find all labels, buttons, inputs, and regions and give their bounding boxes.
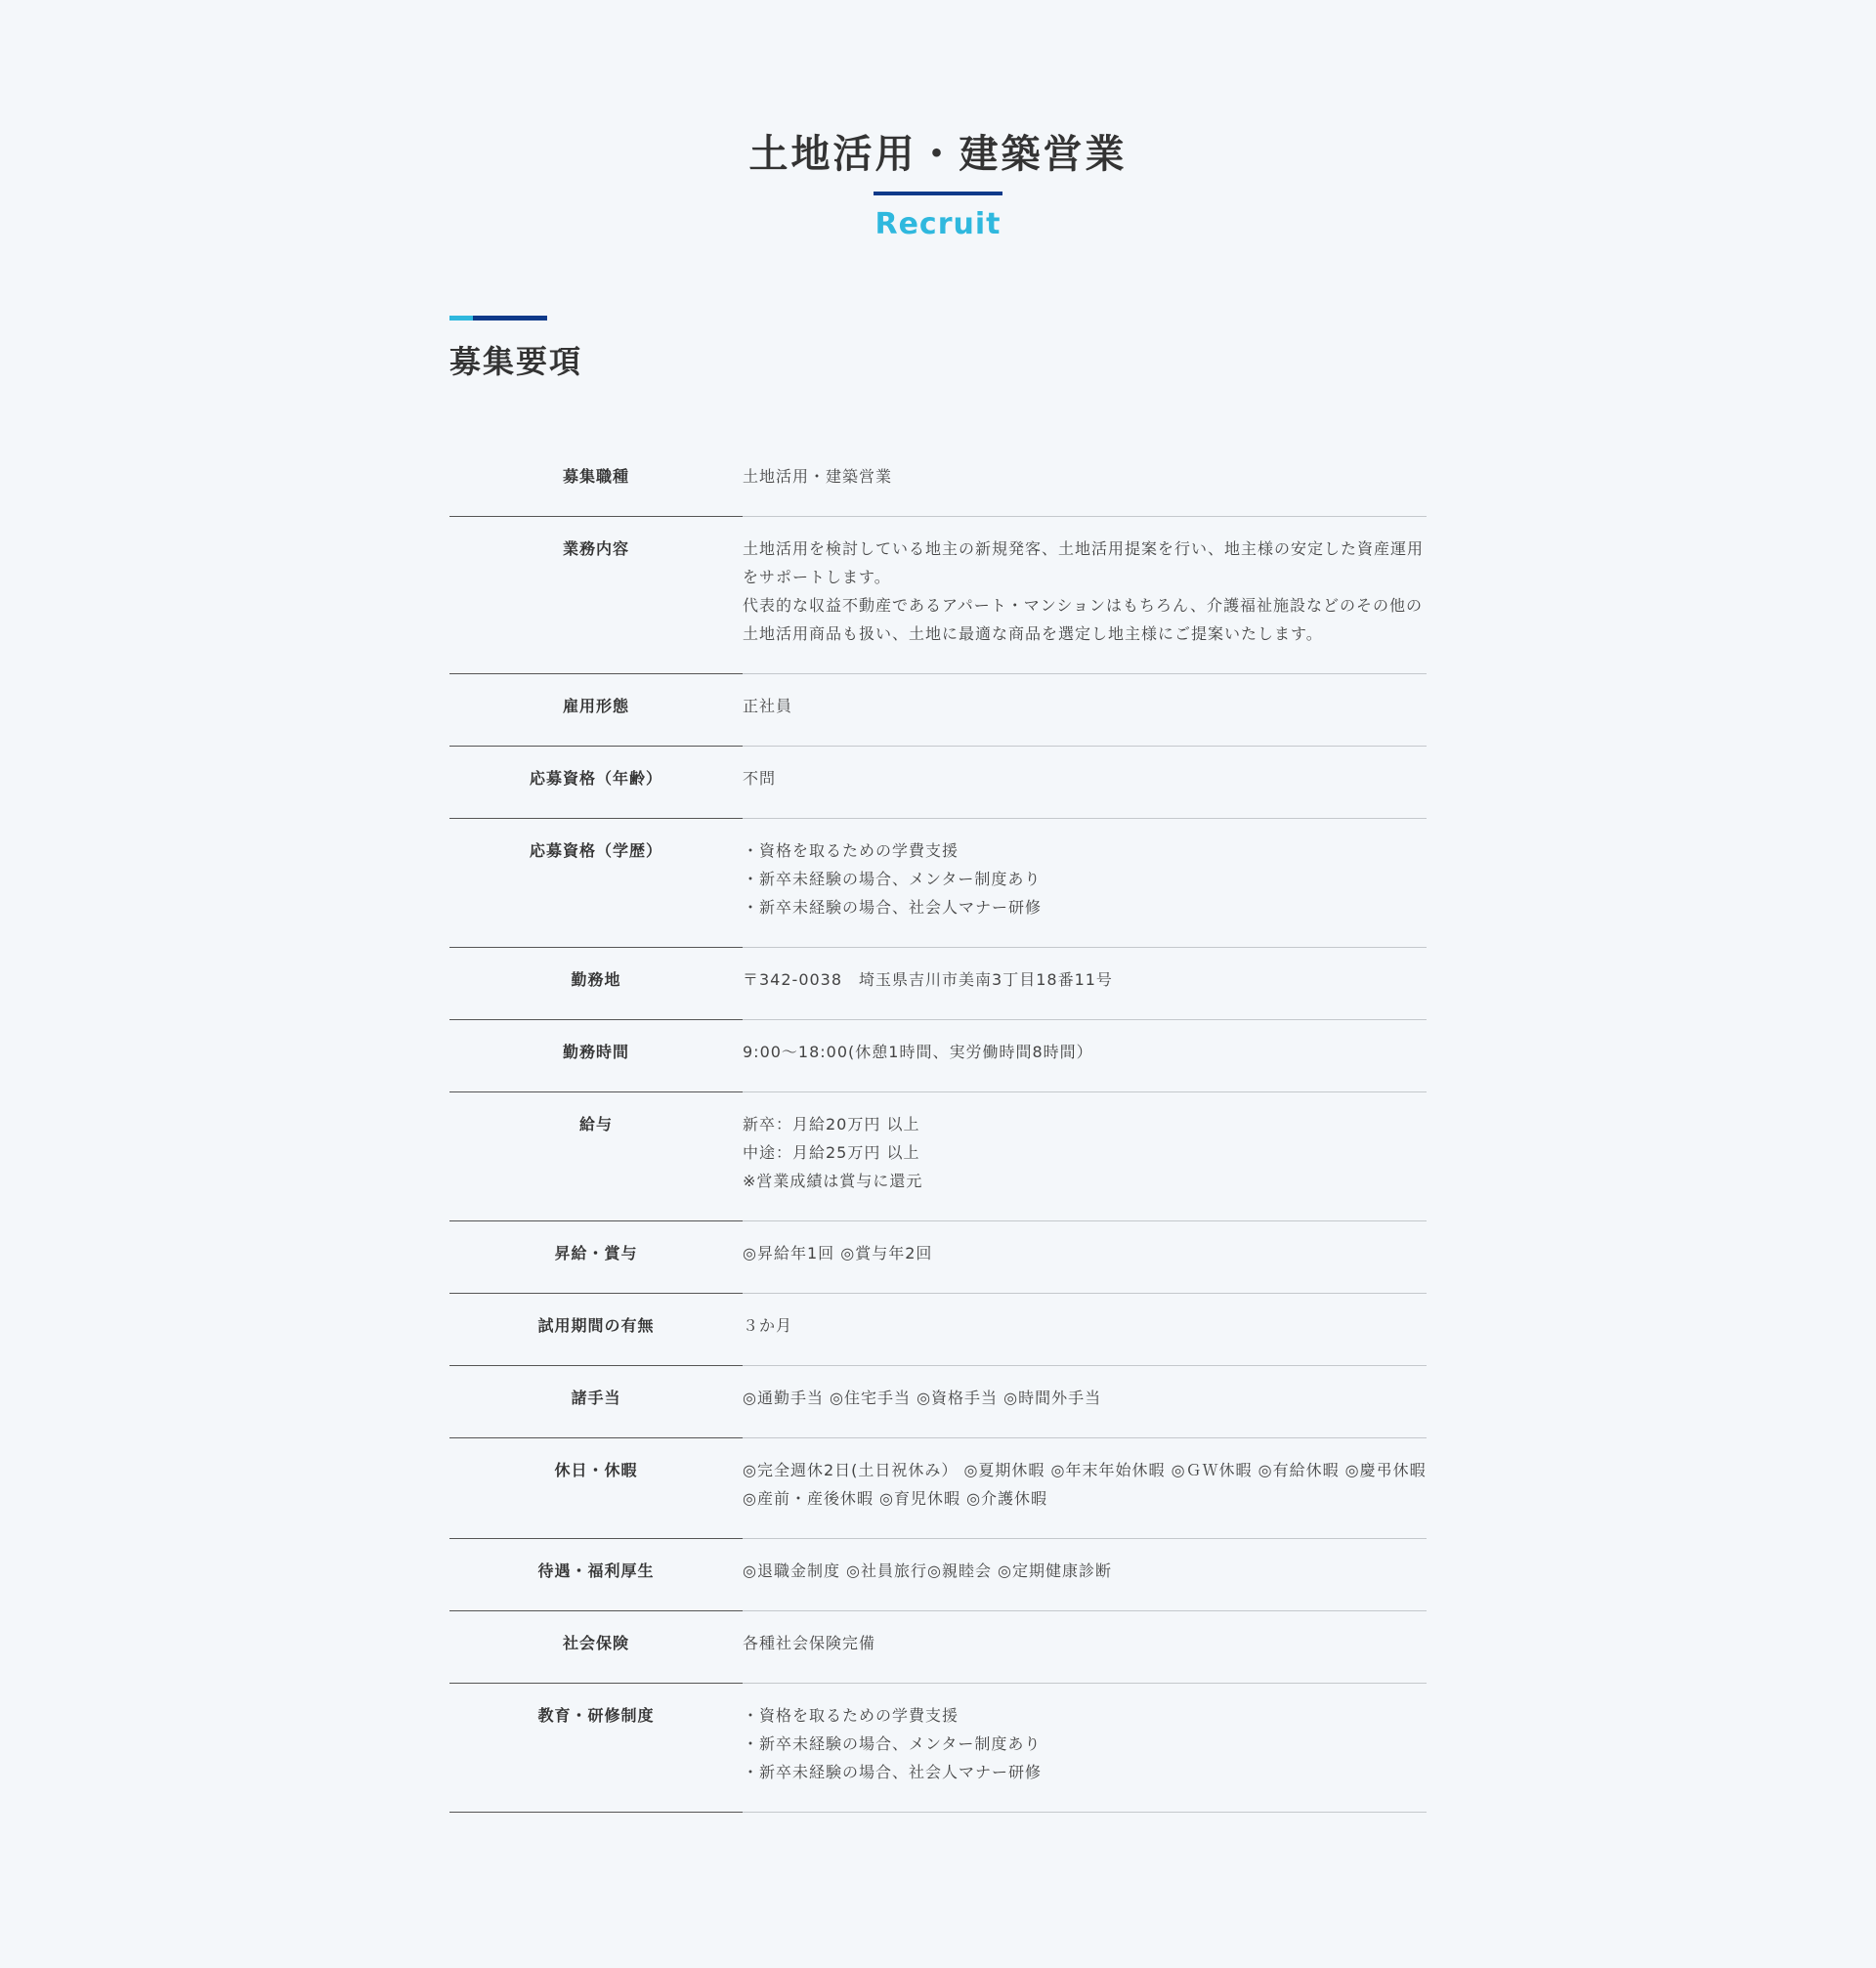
table-row: [449, 1221, 1427, 1294]
row-value-line: 不問: [743, 769, 777, 788]
row-label: 業務内容: [562, 539, 629, 558]
table-row: [449, 1092, 1427, 1221]
row-label: 試用期間の有無: [537, 1316, 655, 1335]
accent-dark: [473, 316, 547, 321]
row-label: 応募資格（年齢）: [529, 769, 662, 788]
row-label: 募集職種: [562, 467, 629, 486]
row-value: [743, 965, 1427, 994]
row-value: [743, 1629, 1427, 1657]
row-value: [743, 1110, 1427, 1195]
row-value-line: ３か月: [743, 1316, 793, 1335]
table-row: [449, 1684, 1427, 1813]
row-value-line: ・新卒未経験の場合、メンター制度あり: [743, 870, 1042, 888]
title-underline: [874, 192, 1002, 195]
table-row: [449, 1366, 1427, 1438]
row-value: [743, 1701, 1427, 1786]
row-value: [743, 1456, 1427, 1513]
row-value-line: ※営業成績は賞与に還元: [743, 1172, 923, 1190]
row-label: 待遇・福利厚生: [537, 1562, 655, 1580]
row-label: 休日・休暇: [554, 1461, 638, 1479]
page-subtitle: Recruit: [874, 207, 1002, 241]
row-value: [743, 1311, 1427, 1340]
row-label: 諸手当: [571, 1389, 621, 1407]
table-row: [449, 674, 1427, 747]
page-title: 土地活用・建築営業: [748, 132, 1128, 177]
table-row: [449, 1611, 1427, 1684]
row-value: [743, 462, 1427, 491]
row-value: [743, 836, 1427, 921]
requirements-table: [449, 445, 1427, 1813]
row-value-line: ◎完全週休2日(土日祝休み） ◎夏期休暇 ◎年末年始休暇 ◎ＧＷ休暇 ◎有給休暇 ◎慶弔休暇 ◎産前・産後休暇 ◎育児休暇 ◎介護休暇: [743, 1461, 1427, 1508]
row-value-line: 代表的な収益不動産であるアパート・マンションはもちろん、介護福祉施設などのその他の土地活用商品も扱い、土地に最適な商品を選定し地主様にご提案いたします。: [743, 596, 1423, 643]
row-label: 勤務地: [571, 970, 621, 989]
row-label: 勤務時間: [562, 1043, 629, 1061]
row-value-line: ・資格を取るための学費支援: [743, 1706, 959, 1725]
table-row: [449, 1539, 1427, 1611]
row-value-line: ◎通勤手当 ◎住宅手当 ◎資格手当 ◎時間外手当: [743, 1389, 1102, 1407]
row-value-line: 土地活用・建築営業: [743, 467, 893, 486]
row-value-line: ・資格を取るための学費支援: [743, 841, 959, 860]
table-row: [449, 819, 1427, 948]
row-label: 雇用形態: [562, 697, 629, 715]
row-label: 給与: [578, 1115, 613, 1134]
table-row: [449, 747, 1427, 819]
table-row: [449, 1020, 1427, 1092]
requirements-section-header: [449, 316, 1427, 383]
row-value: [743, 1038, 1427, 1066]
row-value-line: 正社員: [743, 697, 793, 715]
section-title: 募集要項: [449, 343, 583, 380]
row-value-line: ・新卒未経験の場合、社会人マナー研修: [743, 898, 1043, 917]
row-value-line: 〒342-0038 埼玉県吉川市美南3丁目18番11号: [743, 970, 1113, 989]
row-label: 教育・研修制度: [537, 1706, 655, 1725]
row-value-line: ◎昇給年1回 ◎賞与年2回: [743, 1244, 933, 1262]
row-value: [743, 1239, 1427, 1267]
row-value: [743, 692, 1427, 720]
row-value-line: 中途：月給25万円 以上: [743, 1143, 920, 1162]
row-value-line: 各種社会保険完備: [743, 1634, 876, 1652]
row-label: 応募資格（学歴）: [529, 841, 662, 860]
row-value-line: 9:00〜18:00(休憩1時間、実労働時間8時間）: [743, 1043, 1093, 1061]
row-value: [743, 764, 1427, 792]
row-value-line: ◎退職金制度 ◎社員旅行◎親睦会 ◎定期健康診断: [743, 1562, 1113, 1580]
row-value: [743, 1557, 1427, 1585]
page-header: [0, 125, 1876, 244]
accent-light: [449, 316, 473, 321]
table-row: [449, 1438, 1427, 1539]
row-value-line: 新卒：月給20万円 以上: [743, 1115, 920, 1134]
table-row: [449, 445, 1427, 517]
row-label: 昇給・賞与: [554, 1244, 638, 1262]
row-value-line: 土地活用を検討している地主の新規発客、土地活用提案を行い、地主様の安定した資産運用をサポートします。: [743, 539, 1425, 586]
table-row: [449, 517, 1427, 674]
row-value-line: ・新卒未経験の場合、社会人マナー研修: [743, 1763, 1043, 1781]
row-value: [743, 1384, 1427, 1412]
section-accent-bar: [449, 316, 547, 321]
row-value-line: ・新卒未経験の場合、メンター制度あり: [743, 1734, 1042, 1753]
table-row: [449, 1294, 1427, 1366]
table-row: [449, 948, 1427, 1020]
row-value: [743, 535, 1427, 648]
row-label: 社会保険: [562, 1634, 629, 1652]
